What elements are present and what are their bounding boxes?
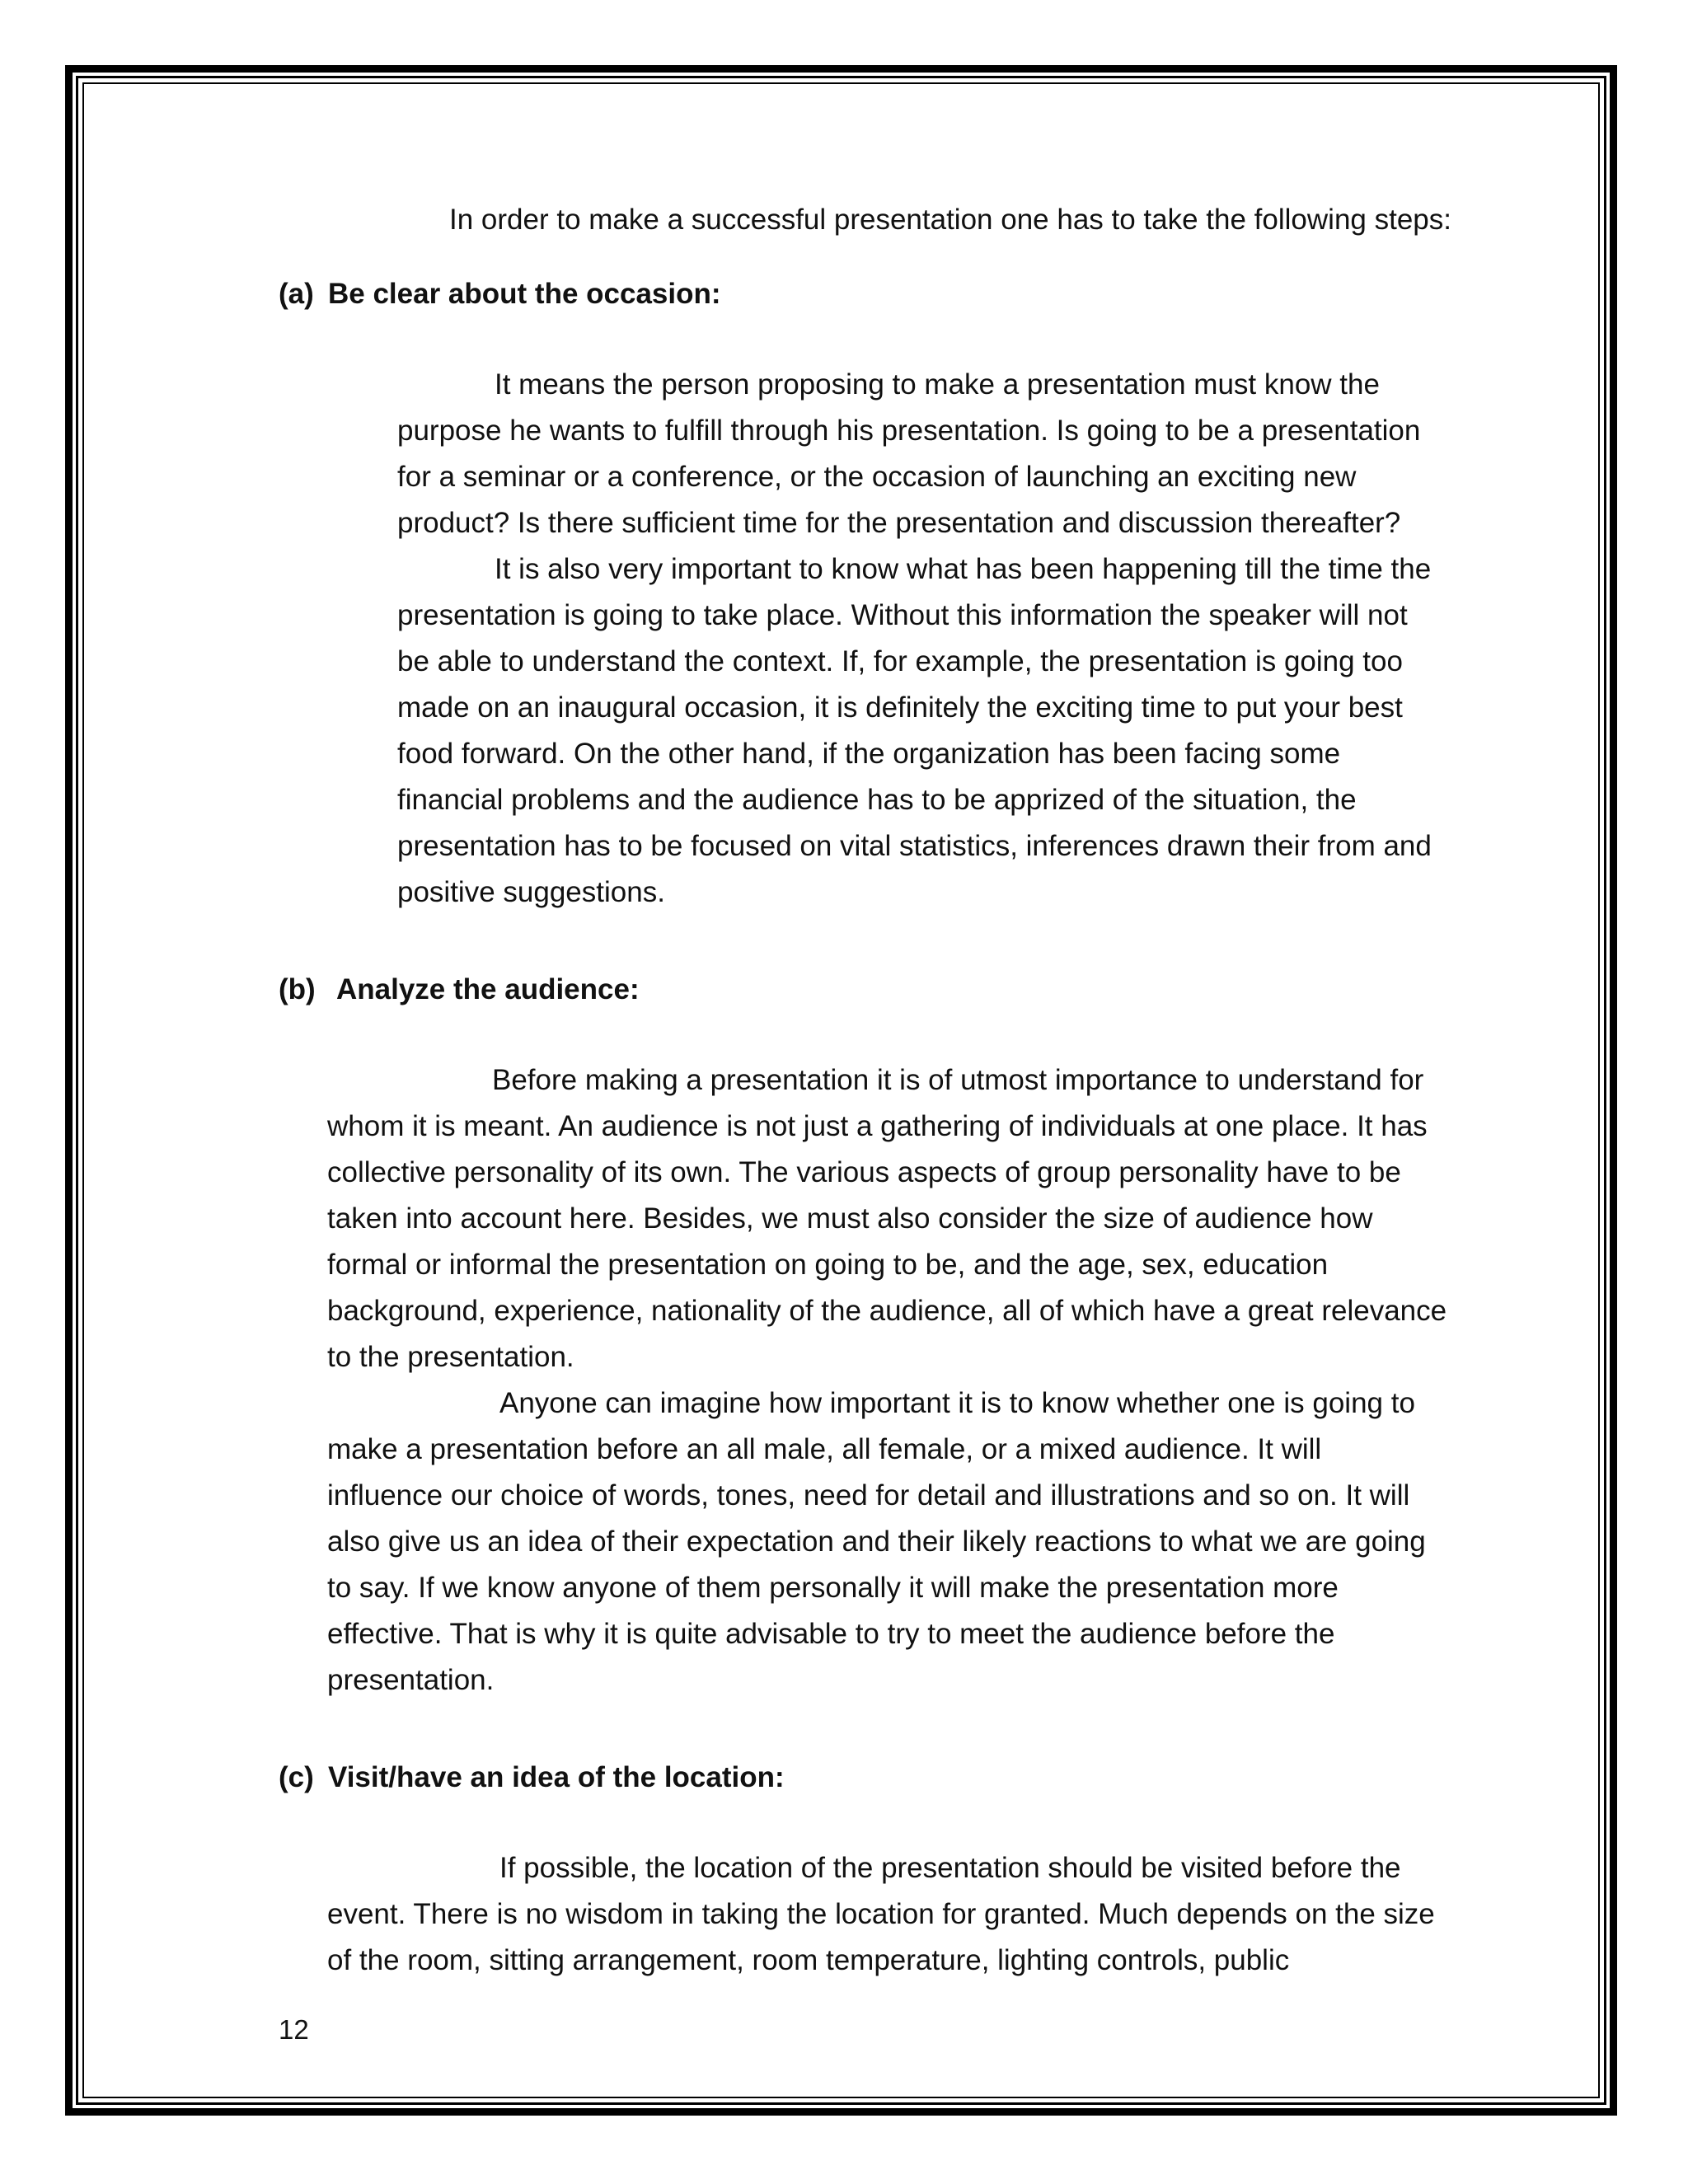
- section-c-marker: (c): [279, 1761, 314, 1793]
- section-c-line: If possible, the location of the presentation should be visited before the: [499, 1852, 1401, 1884]
- section-a-line: product? Is there sufficient time for the presentation and discussion thereafter?: [397, 507, 1401, 539]
- section-b-line: also give us an idea of their expectation and their likely reactions to what we are going: [327, 1526, 1426, 1558]
- section-a-title: Be clear about the occasion:: [328, 278, 721, 310]
- section-b-line: taken into account here. Besides, we must also consider the size of audience how: [327, 1202, 1373, 1235]
- section-a-line: presentation has to be focused on vital statistics, inferences drawn their from and: [397, 830, 1432, 862]
- section-a-line: be able to understand the context. If, for example, the presentation is going too: [397, 645, 1403, 677]
- section-c-heading: [279, 1760, 785, 1795]
- section-b-line: effective. That is why it is quite advisable to try to meet the audience before the: [327, 1618, 1335, 1650]
- section-b-line: Before making a presentation it is of utmost importance to understand for: [492, 1064, 1424, 1096]
- section-b-marker: (b): [279, 973, 316, 1005]
- section-c-line: of the room, sitting arrangement, room temperature, lighting controls, public: [327, 1944, 1290, 1976]
- section-b-line: make a presentation before an all male, all female, or a mixed audience. It will: [327, 1433, 1322, 1465]
- section-b-line: Anyone can imagine how important it is to know whether one is going to: [499, 1387, 1415, 1419]
- section-a-marker: (a): [279, 278, 314, 310]
- section-b-line: formal or informal the presentation on going to be, and the age, sex, education: [327, 1249, 1329, 1281]
- page-number: 12: [279, 2014, 309, 2045]
- section-a-line: financial problems and the audience has to be apprized of the situation, the: [397, 784, 1357, 816]
- section-b-line: whom it is meant. An audience is not just a gathering of individuals at one place. It has: [327, 1110, 1428, 1142]
- section-a-line: purpose he wants to fulfill through his presentation. Is going to be a presentation: [397, 415, 1421, 447]
- section-b-line: presentation.: [327, 1664, 495, 1696]
- section-a-line: food forward. On the other hand, if the organization has been facing some: [397, 738, 1341, 770]
- section-a-line: for a seminar or a conference, or the occasion of launching an exciting new: [397, 461, 1357, 493]
- section-b-line: influence our choice of words, tones, need for detail and illustrations and so on. It will: [327, 1479, 1410, 1511]
- section-b-line: background, experience, nationality of the audience, all of which have a great relevance: [327, 1295, 1447, 1327]
- section-a-line: It is also very important to know what has been happening till the time the: [495, 553, 1432, 585]
- section-b-line: to say. If we know anyone of them personally it will make the presentation more: [327, 1572, 1339, 1604]
- section-a-line: positive suggestions.: [397, 876, 665, 908]
- section-a-line: made on an inaugural occasion, it is definitely the exciting time to put your best: [397, 691, 1403, 724]
- section-c-line: event. There is no wisdom in taking the location for granted. Much depends on the size: [327, 1898, 1435, 1930]
- intro-line: In order to make a successful presentation one has to take the following steps:: [449, 204, 1451, 236]
- section-b-line: collective personality of its own. The various aspects of group personality have to be: [327, 1156, 1401, 1188]
- section-a-line: presentation is going to take place. Without this information the speaker will not: [397, 599, 1408, 631]
- section-b-heading: [279, 972, 640, 1007]
- section-a-heading: [279, 277, 721, 312]
- section-a-line: It means the person proposing to make a presentation must know the: [495, 368, 1380, 401]
- section-b-title: Analyze the audience:: [336, 973, 640, 1005]
- section-b-line: to the presentation.: [327, 1341, 574, 1373]
- section-c-title: Visit/have an idea of the location:: [328, 1761, 785, 1793]
